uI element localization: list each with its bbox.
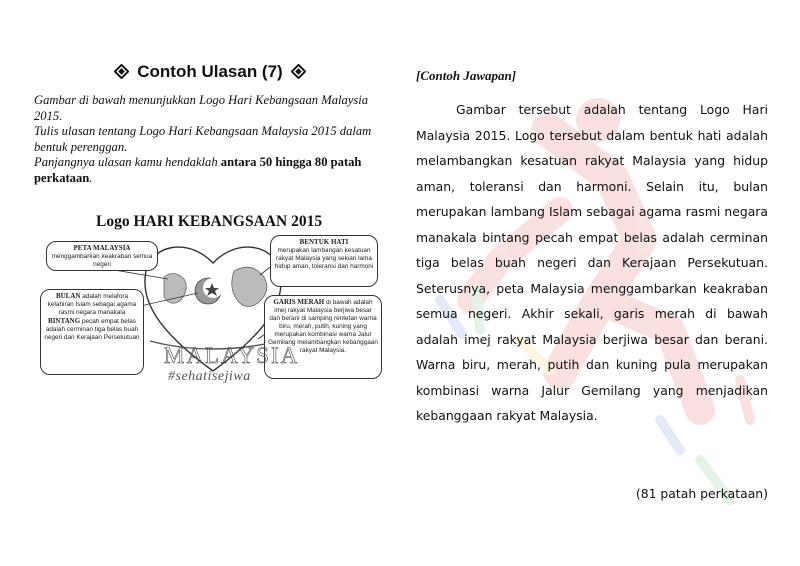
diamond-bullet-icon	[114, 64, 129, 79]
instruction-line: Gambar di bawah menunjukkan Logo Hari Kebangsaan Malaysia 2015.	[34, 93, 369, 123]
instruction-line: Panjangnya ulasan kamu hendaklah antara 50 hingga 80 patah perkataan.	[34, 155, 362, 185]
section-heading	[34, 62, 386, 82]
question-section	[34, 62, 386, 186]
answer-paragraph: Gambar tersebut adalah tentang Logo Hari Malaysia 2015. Logo tersebut dalam bentuk hati adalah melambangkan kesatuan rakyat Malaysia yang hidup aman, toleransi dan harmoni. Selain itu, bulan merupakan lambang Islam sebagai agama rasmi negara manakala bintang pecah empat belas adalah cerminan tiga belas buah negeri dan Kerajaan Persekutuan. Seterusnya, peta Malaysia menggambarkan keakraban semua negeri. Akhir sekali, garis merah di bawah adalah imej rakyat Malaysia berjiwa besar dan berani. Warna biru, merah, putih dan kuning pula merupakan kombinasi warna Jalur Gemilang yang menjadikan kebanggaan rakyat Malaysia.	[416, 102, 768, 423]
instructions	[34, 93, 386, 186]
diamond-bullet-icon	[291, 64, 306, 79]
word-range: antara 50 hingga 80 patah perkataan	[34, 155, 362, 185]
callout-bentuk-hati: BENTUK HATI merupakan lambangan kesatuan rakyat Malaysia yang sekian lama hidup aman, toleransi dan harmoni	[270, 235, 378, 287]
answer-label: [Contoh Jawapan]	[416, 68, 517, 83]
logo-word-malaysia: MALAYSIA	[164, 343, 300, 368]
callout-peta-malaysia: PETA MALAYSIA menggambarkan keakraban semua negeri	[46, 241, 158, 271]
logo-hashtag: #sehatisejiwa	[168, 369, 251, 384]
instruction-line: Tulis ulasan tentang Logo Hari Kebangsaan Malaysia 2015 dalam bentuk perenggan.	[34, 124, 372, 154]
heading-text: Contoh Ulasan (7)	[137, 62, 283, 81]
callout-bulan-bintang: BULAN adalah melafora kelahiran Islam sebagai agama rasmi negara manakala BINTANG pecah empat belas adalah cerminan tiga belas buah negeri dan Kerajaan Persekutuan	[40, 289, 144, 375]
answer-section	[416, 68, 768, 429]
callout-garis-merah: GARIS MERAH di bawah adalah imej rakyat Malaysia berjiwa besar dan berani di samping rentetan warna biru, merah, putih, kuning yang merupakan kombinasi warna Jalur Gemilang melambangkan kebanggaan rakyat Malaysia.	[264, 295, 382, 379]
logo-diagram	[38, 231, 390, 391]
logo-title: Logo HARI KEBANGSAAN 2015	[96, 213, 323, 230]
word-count: (81 patah perkataan)	[635, 486, 768, 501]
